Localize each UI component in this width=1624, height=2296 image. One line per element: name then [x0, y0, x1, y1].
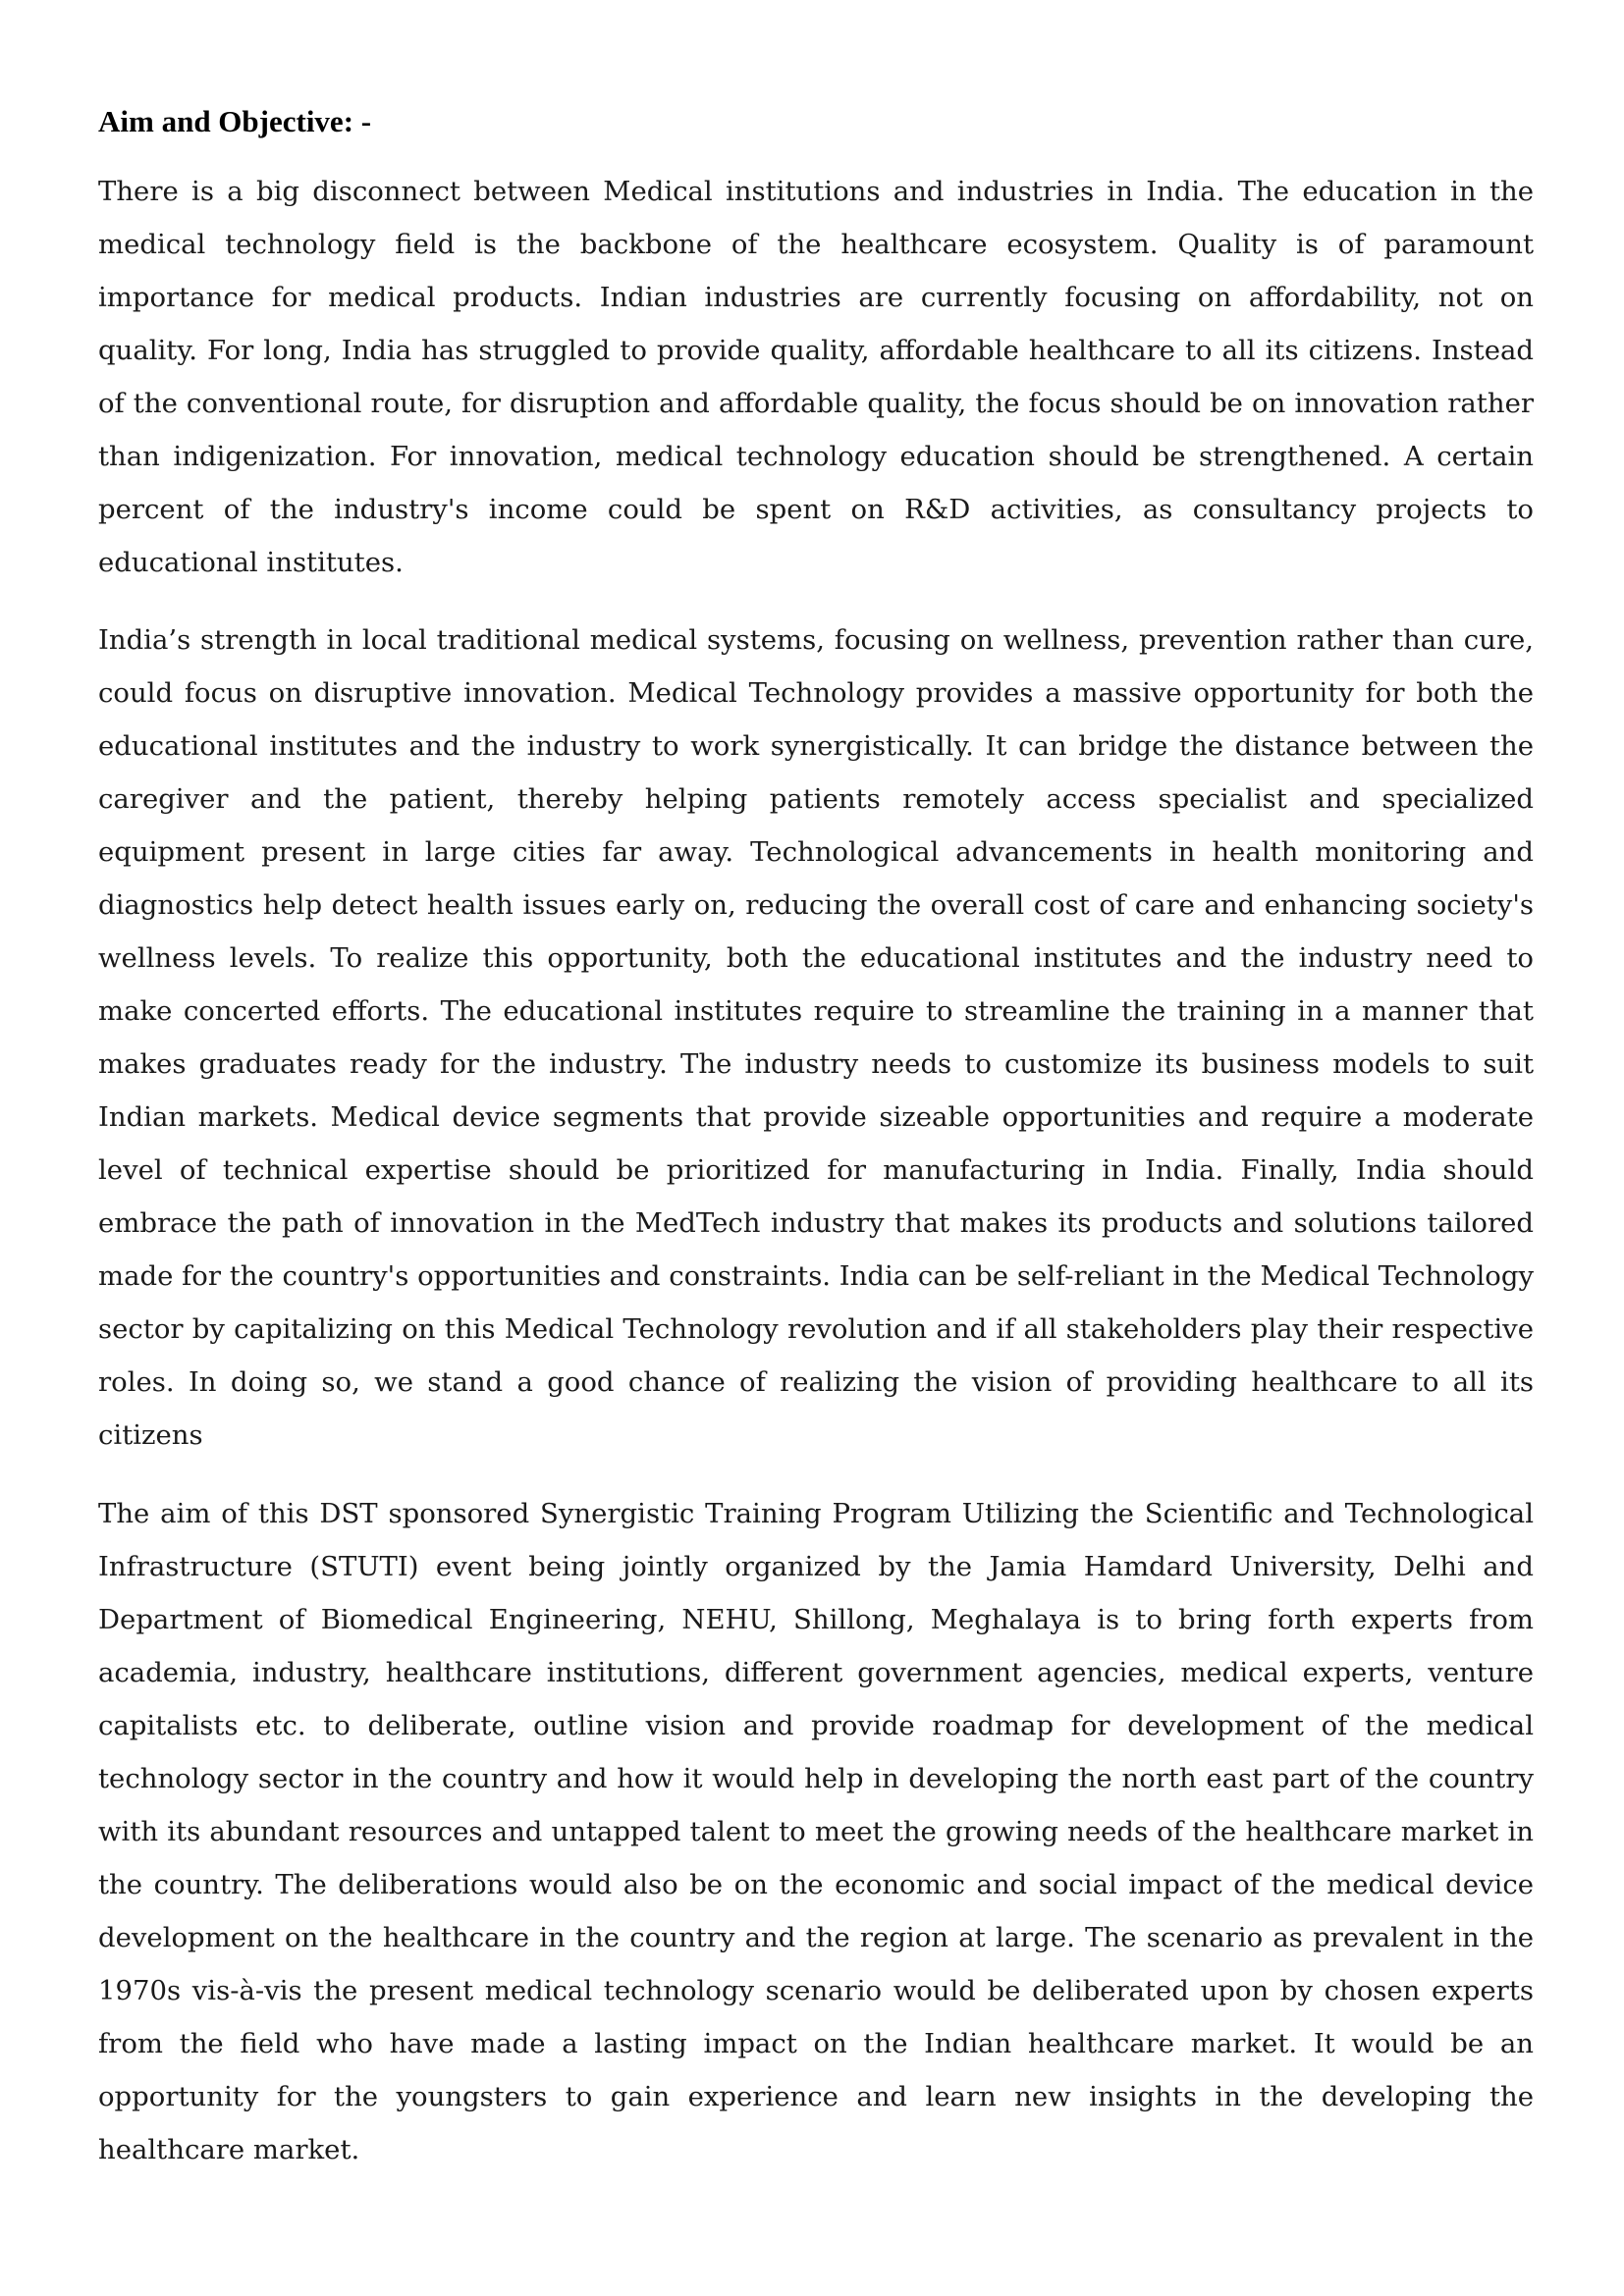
section-heading: Aim and Objective: -: [98, 104, 372, 138]
paragraph-india-strength: India’s strength in local traditional medical systems, focusing on wellness, prevention rather than cure, could focus on disruptive innovation. Medical Technology provides a massive opportunity for both the educational institutes and the industry to work synergistically. It can bridge the distance between the caregiver and the patient, thereby helping patients remotely access specialist and specialized equipment present in large cities far away. Technological advancements in health monitoring and diagnostics help detect health issues early on, reducing the overall cost of care and enhancing society's wellness levels. To realize this opportunity, both the educational institutes and the industry need to make concerted efforts. The educational institutes require to streamline the training in a manner that makes graduates ready for the industry. The industry needs to customize its business models to suit Indian markets. Medical device segments that provide sizeable opportunities and require a moderate level of technical expertise should be prioritized for manufacturing in India. Finally, India should embrace the path of innovation in the MedTech industry that makes its products and solutions tailored made for the country's opportunities and constraints. India can be self-reliant in the Medical Technology sector by capitalizing on this Medical Technology revolution and if all stakeholders play their respective roles. In doing so, we stand a good chance of realizing the vision of providing healthcare to all its citizens: [98, 624, 1534, 1451]
paragraph-intro: There is a big disconnect between Medical institutions and industries in India. The education in the medical technology field is the backbone of the healthcare ecosystem. Quality is of paramount importance for medical products. Indian industries are currently focusing on affordability, not on quality. For long, India has struggled to provide quality, affordable healthcare to all its citizens. Instead of the conventional route, for disruption and affordable quality, the focus should be on innovation rather than indigenization. For innovation, medical technology education should be strengthened. A certain percent of the industry's income could be spent on R&D activities, as consultancy projects to educational institutes.: [98, 176, 1534, 578]
paragraph-program-aim: The aim of this DST sponsored Synergistic Training Program Utilizing the Scientific and Technological Infrastructure (STUTI) event being jointly organized by the Jamia Hamdard University, Delhi and Department of Biomedical Engineering, NEHU, Shillong, Meghalaya is to bring forth experts from academia, industry, healthcare institutions, different government agencies, medical experts, venture capitalists etc. to deliberate, outline vision and provide roadmap for development of the medical technology sector in the country and how it would help in developing the north east part of the country with its abundant resources and untapped talent to meet the growing needs of the healthcare market in the country. The deliberations would also be on the economic and social impact of the medical device development on the healthcare in the country and the region at large. The scenario as prevalent in the 1970s vis-à-vis the present medical technology scenario would be deliberated upon by chosen experts from the field who have made a lasting impact on the Indian healthcare market. It would be an opportunity for the youngsters to gain experience and learn new insights in the developing the healthcare market.: [98, 1498, 1534, 2165]
